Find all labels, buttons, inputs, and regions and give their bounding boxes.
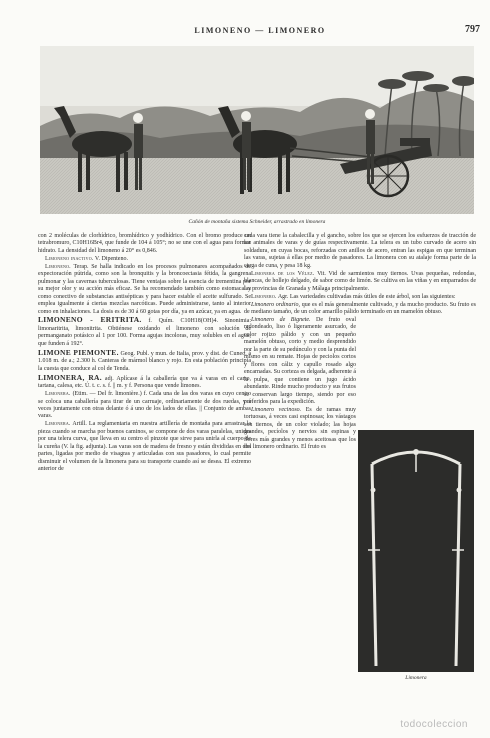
dictionary-entry: Limonera. (Etim. — Del fr. limonière.) f. Cada una de las dos varas en cuyo centro se coloca una caballería para tirar de un carruaje, ordinariamente de dos ruedas, y á veces juntamente con otras delante ó á uno de los lados de ellas. || Conjunto de ambas varas.	[38, 391, 251, 420]
text-paragraph: con 2 moléculas de clorhídrico, bromhídrico y yodhídrico. Con el bromo produce un tetrabromuro, C10H16Br4, que funde de 104 á 105°; no se une con el agua para formar hidrato. La densidad del limoneno á 20° es 0,846.	[38, 233, 251, 254]
dictionary-entry: LIMONERA, RA. adj. Aplícase á la caballería que va á varas en el carro, tartana, calesa, etc. Ú. t. c. s. f. || m. y f. Persona que vende limones.	[38, 372, 251, 390]
mountain-cannon-illustration	[40, 46, 474, 214]
dictionary-entry: Limonera. Artill. La reglamentaria en nuestra artillería de montaña para arrastrar la pieza cuando se marcha por buenos caminos, se compone de dos varas paralelas, unidas por una telera curva, que lleva en su centro el pinzote que sirve para unirla al cuerpo de la cureña (V. la fig. adjunta). Las varas son de madera de fresno y están divididas en dos partes, ligadas por medio de visagras y articuladas con sus pasadores, lo cual permite disminuir el volumen de la limonera para su transporte cuando así se desea. El extremo anterior de	[38, 421, 252, 473]
mule-drawn-cannon-engraving	[40, 46, 474, 214]
figure-caption-right: Limonera	[405, 675, 427, 681]
dictionary-entry: Limoneno. Terap. Se halla indicado en los procesos pulmonares acompañados de expectoración pútrida, como son la bronquitis y la broncoectasia fétida, la gangrena pulmonar y las cavernas tuberculosas. Tiene ventajas sobre la esencia de trementina por su mejor olor y su acción más eficaz. Se ha recomendado también como estomacal y como conectivo de substancias antisépticas y para hacer estable el aceite sulfurado. Se emplea igualmente á ciertas mezclas narcóticas. Puede administrarse, tanto al interior como en inhalaciones. La dosis es de 30 á 60 gotas por día, ya en azúcar, ya en agua.	[38, 263, 251, 315]
headword: LIMONE PIEMONTE.	[38, 347, 119, 357]
dictionary-entry: Limonero. Agr. Las variedades cultivadas más útiles de este árbol, son las siguientes:	[251, 293, 456, 300]
dictionary-entry: Limonero de Bignete. De fruto oval redondeado, liso ó ligeramente asurcado, de color rojizo pálido y con un pequeño mamelón obtuso, corto y medio desprendido por la parte de su pedúnculo y con la punta del mismo en su remate. Hojas de peciolos cortos y flores con cáliz y capullo rosado algo encarnadas. Su corteza es delgada, adherente á la pulpa, que contiene un jugo ácido abundante. Rinde mucho producto y sus frutos se conservan largo tiempo, siendo por eso preferidos para la expedición.	[244, 316, 356, 405]
watermark-logo: todocoleccion	[400, 719, 468, 730]
dictionary-entry: Limoneno inactivo. V. Dipenteno.	[45, 255, 128, 262]
headword: LIMONERA, RA.	[38, 372, 102, 382]
dictionary-entry: LIMONENO - ERITRITA. f. Quím. C10H18(OH)4. Sinonimia: limonaritrita, limonitrita. Obtiénese oxidando el limoneno con solución de permanganato potásico al 1 por 100. Forma agujas incoloras, muy solubles en el agua, que funden á 192°.	[38, 315, 252, 347]
text-paragraph: cada vara tiene la cabalecilla y el gancho, sobre los que se ejercen los esfuerzos de tracción de los animales de varas y de guías respectivamente. La telera es un tubo curvado de acero sin soldadura, en cuyas bocas, reforzadas con anillos de acero, entran las espigas en que terminan las varas, sujetas á ellas por medio de pasadores. La limonera con su atalaje forma parte de la carga de cuna, y pesa 18 kg.	[244, 233, 476, 269]
running-head: LIMONENO — LIMONERO	[194, 26, 326, 35]
left-column	[38, 233, 251, 474]
limonera-shafts-drawing	[358, 430, 474, 672]
limonera-illustration	[358, 430, 474, 672]
dictionary-entry: Limonero vecinoso. Es de ramas muy tortuosas, á veces casi espinosas; los vástagos son tiernos, de un color violado; las hojas grandes, pecíolos y nervios sin espinas y flores más grandes y menos aceitosas que los del limonero ordinario. El fruto es	[244, 406, 356, 451]
dictionary-entry: Limonera de los Vélez. Vit. Vid de sarmientos muy tiernos. Uvas pequeñas, redondas, blancas, de hollejo delgado, de sabor como de limón. Se cultiva en las viñas y en emparrados de las provincias de Granada y Málaga principalmente.	[244, 270, 476, 292]
figure-caption-top: Cañón de montaña sistema Schneider, arrastrado en limonera	[188, 219, 326, 225]
page-header	[40, 26, 480, 40]
right-column	[244, 233, 476, 452]
page-number: 797	[465, 24, 480, 35]
dictionary-entry: Limonero ordinario, que es el más generalmente cultivado, y da mucho producto. Su fruto es de mediano tamaño, de un color amarillo pálido terminado en un mamelón obtuso.	[244, 301, 476, 316]
dictionary-entry: LIMONE PIEMONTE. Geog. Publ. y mun. de Italia, prov. y dist. de Cuneo, á 1.018 m. de a.; 2.300 h. Canteras de mármol blanco y rojo. En esta población principia la cuesta que conduce al col de Tenda.	[38, 347, 252, 372]
headword: LIMONENO - ERITRITA.	[38, 315, 142, 325]
